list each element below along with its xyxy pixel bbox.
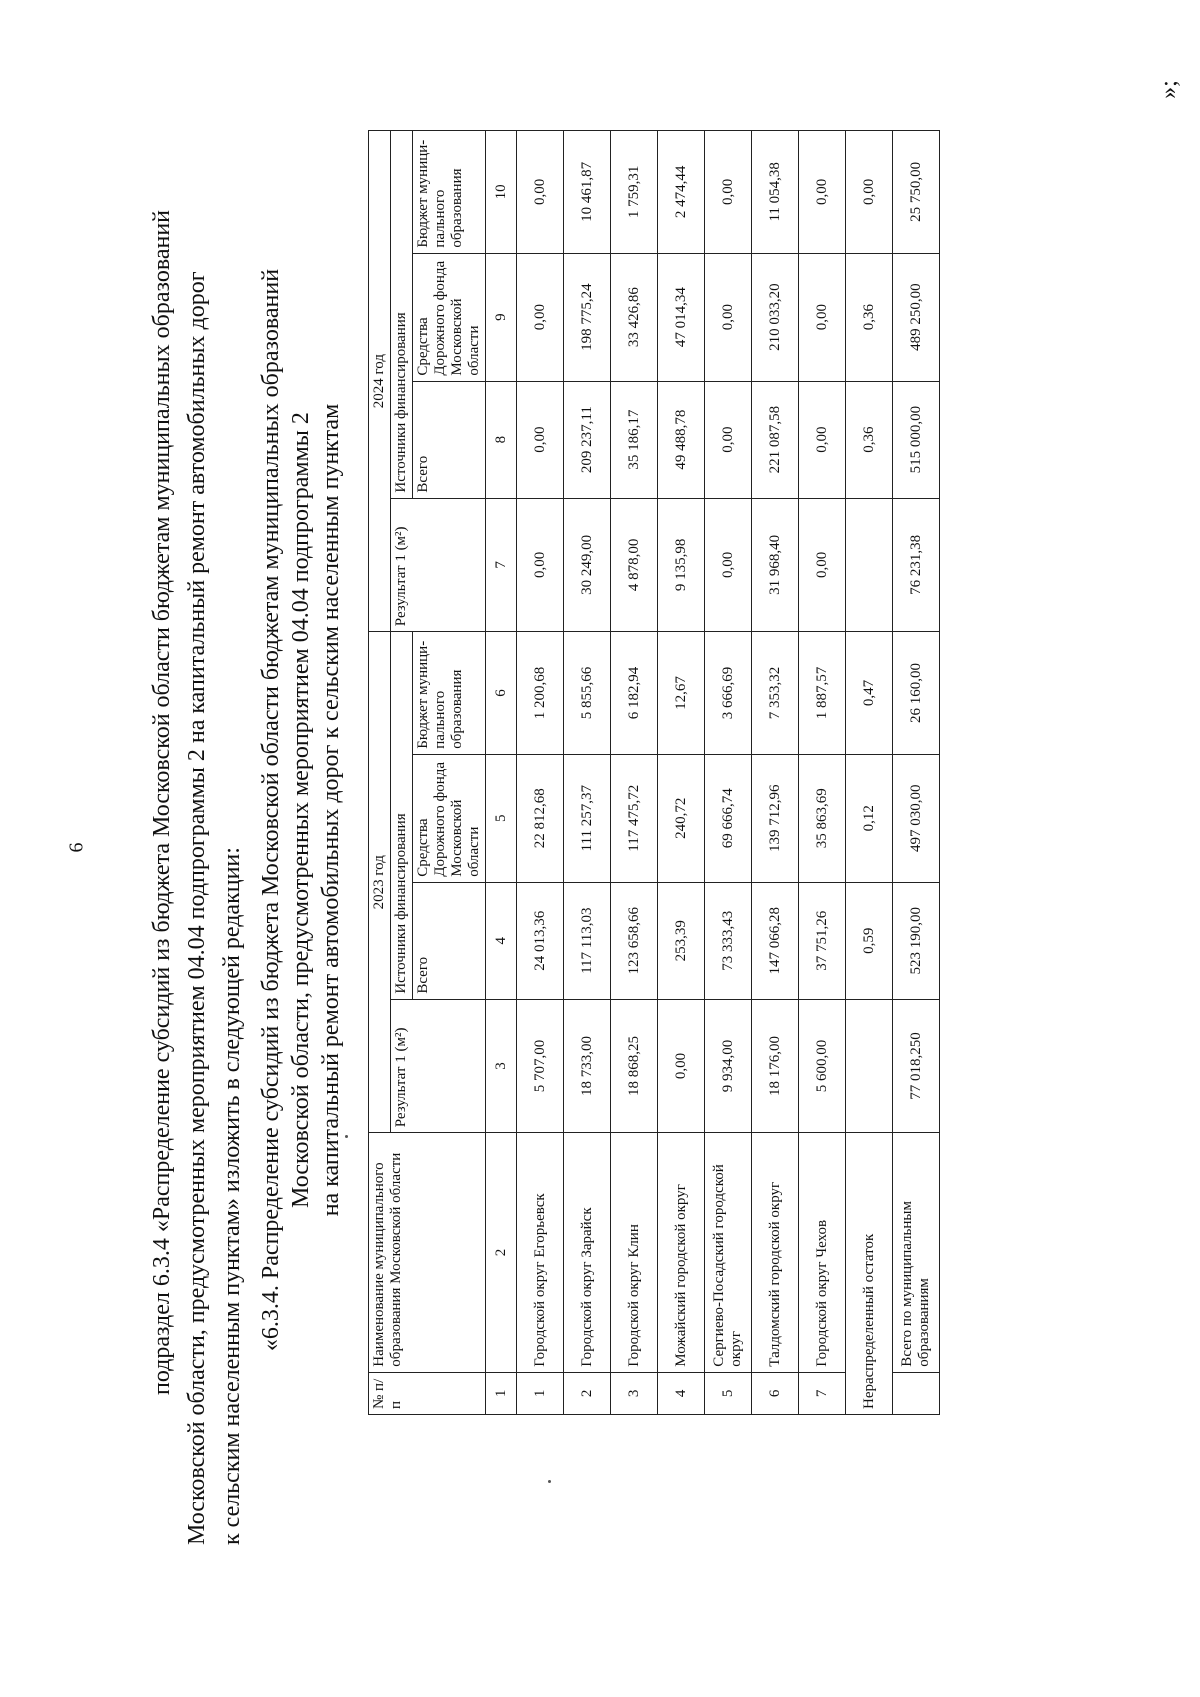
unallocated-row: [846, 131, 893, 1415]
row-name: Городской округ Чехов: [799, 1133, 846, 1372]
intro-paragraph: [145, 65, 250, 1555]
cell-municipal-2023: 12,67: [658, 632, 705, 755]
column-number: 8: [486, 381, 517, 498]
header-municipal-2023: Бюджет муници-пального образования: [413, 632, 486, 755]
title-line-1: «6.3.4. Распределение субсидий из бюджета Московской области бюджетам муниципальных образований: [258, 268, 284, 1352]
table-row: [517, 131, 564, 1415]
table-row: [752, 131, 799, 1415]
section-title: [256, 65, 346, 1555]
cell-municipal-2024: 10 461,87: [564, 131, 611, 254]
column-number: 1: [486, 1372, 517, 1414]
intro-line-3: к сельским населенным пунктам» изложить в следующей редакции:: [219, 847, 245, 1545]
header-road-fund-2024: Средства Дорожного фонда Московской области: [413, 253, 486, 381]
row-name: Можайский городской округ: [658, 1133, 705, 1372]
header-sources-2023: Источники финансирования: [391, 632, 413, 999]
row-no: 2: [564, 1372, 611, 1414]
header-result-2023: Результат 1 (м²): [391, 999, 486, 1133]
cell-total-2024: 221 087,58: [752, 381, 799, 498]
cell-result-2024: 0,00: [517, 498, 564, 632]
row-no: 6: [752, 1372, 799, 1414]
cell-result-2024: 0,00: [799, 498, 846, 632]
cell-total-2023: 147 066,28: [752, 882, 799, 999]
column-number: 7: [486, 498, 517, 632]
cell-road-fund-2024: 489 250,00: [893, 253, 940, 381]
header-municipal-2024: Бюджет муници-пального образования: [413, 131, 486, 254]
intro-line-2: Московской области, предусмотренных мероприятием 04.04 подпрограммы 2 на капитальный ремонт автомобильных дорог: [184, 271, 210, 1545]
cell-road-fund-2023: 0,12: [846, 754, 893, 882]
column-number: 9: [486, 253, 517, 381]
title-line-2: Московской области, предусмотренных мероприятием 04.04 подпрограммы 2: [288, 412, 314, 1208]
cell-total-2023: 117 113,03: [564, 882, 611, 999]
cell-road-fund-2024: 33 426,86: [611, 253, 658, 381]
cell-road-fund-2024: 0,00: [799, 253, 846, 381]
cell-road-fund-2024: 0,36: [846, 253, 893, 381]
unallocated-label: Нераспределенный остаток: [846, 1133, 893, 1415]
total-empty-cell: [893, 1372, 940, 1414]
cell-result-2023: 5 600,00: [799, 999, 846, 1133]
table-row: [658, 131, 705, 1415]
cell-total-2023: 123 658,66: [611, 882, 658, 999]
cell-result-2023: 0,00: [658, 999, 705, 1133]
cell-result-2024: 0,00: [705, 498, 752, 632]
header-no: № п/п: [369, 1372, 486, 1414]
column-number-row: [486, 131, 517, 1415]
cell-municipal-2024: 0,00: [705, 131, 752, 254]
cell-result-2024: [846, 498, 893, 632]
header-result-2024: Результат 1 (м²): [391, 498, 486, 632]
cell-total-2024: 0,00: [705, 381, 752, 498]
cell-municipal-2023: 5 855,66: [564, 632, 611, 755]
column-number: 4: [486, 882, 517, 999]
cell-result-2024: 9 135,98: [658, 498, 705, 632]
cell-result-2024: 31 968,40: [752, 498, 799, 632]
cell-result-2023: 9 934,00: [705, 999, 752, 1133]
header-road-fund-2023: Средства Дорожного фонда Московской области: [413, 754, 486, 882]
row-no: 5: [705, 1372, 752, 1414]
header-year-2024: 2024 год: [369, 131, 391, 632]
subsidy-table-wrap: [368, 130, 940, 1415]
row-no: 1: [517, 1372, 564, 1414]
row-no: 3: [611, 1372, 658, 1414]
cell-municipal-2024: 0,00: [517, 131, 564, 254]
cell-municipal-2024: 0,00: [799, 131, 846, 254]
column-number: 2: [486, 1133, 517, 1372]
cell-result-2023: 18 868,25: [611, 999, 658, 1133]
total-label: Всего по муниципальным образованиям: [893, 1133, 940, 1372]
cell-total-2024: 0,00: [517, 381, 564, 498]
cell-result-2023: 18 176,00: [752, 999, 799, 1133]
table-row: [799, 131, 846, 1415]
cell-municipal-2023: 1 887,57: [799, 632, 846, 755]
cell-total-2024: 49 488,78: [658, 381, 705, 498]
rotated-content: [145, 65, 1200, 1555]
cell-result-2024: 76 231,38: [893, 498, 940, 632]
table-row: [564, 131, 611, 1415]
cell-municipal-2023: 3 666,69: [705, 632, 752, 755]
cell-total-2023: 37 751,26: [799, 882, 846, 999]
header-year-2023: 2023 год: [369, 632, 391, 1133]
cell-road-fund-2023: 240,72: [658, 754, 705, 882]
cell-total-2024: 209 237,11: [564, 381, 611, 498]
row-name: Городской округ Зарайск: [564, 1133, 611, 1372]
table-row: [611, 131, 658, 1415]
row-name: Городской округ Егорьевск: [517, 1133, 564, 1372]
cell-road-fund-2024: 210 033,20: [752, 253, 799, 381]
cell-total-2024: 35 186,17: [611, 381, 658, 498]
cell-total-2023: 73 333,43: [705, 882, 752, 999]
row-name: Сергиево-Посадский городской округ: [705, 1133, 752, 1372]
total-row: [893, 131, 940, 1415]
page-number: 6: [65, 842, 88, 853]
cell-road-fund-2023: 35 863,69: [799, 754, 846, 882]
row-name: Талдомский городской округ: [752, 1133, 799, 1372]
column-number: 5: [486, 754, 517, 882]
cell-municipal-2023: 6 182,94: [611, 632, 658, 755]
cell-road-fund-2023: 69 666,74: [705, 754, 752, 882]
cell-road-fund-2024: 0,00: [705, 253, 752, 381]
header-sources-2024: Источники финансирования: [391, 131, 413, 499]
row-no: 7: [799, 1372, 846, 1414]
cell-municipal-2024: 0,00: [846, 131, 893, 254]
cell-total-2024: 0,00: [799, 381, 846, 498]
cell-total-2024: 0,36: [846, 381, 893, 498]
cell-municipal-2023: 7 353,32: [752, 632, 799, 755]
header-total-2024: Всего: [413, 381, 486, 498]
row-name: Городской округ Клин: [611, 1133, 658, 1372]
cell-road-fund-2023: 117 475,72: [611, 754, 658, 882]
title-line-3: на капитальный ремонт автомобильных дорог к сельским населенным пунктам: [318, 403, 344, 1217]
cell-result-2023: 77 018,250: [893, 999, 940, 1133]
cell-total-2023: 0,59: [846, 882, 893, 999]
cell-municipal-2023: 0,47: [846, 632, 893, 755]
cell-road-fund-2024: 47 014,34: [658, 253, 705, 381]
cell-road-fund-2024: 198 775,24: [564, 253, 611, 381]
cell-municipal-2023: 1 200,68: [517, 632, 564, 755]
cell-result-2023: 18 733,00: [564, 999, 611, 1133]
cell-result-2023: [846, 999, 893, 1133]
cell-result-2024: 4 878,00: [611, 498, 658, 632]
header-total-2023: Всего: [413, 882, 486, 999]
cell-municipal-2024: 2 474,44: [658, 131, 705, 254]
header-name: Наименование муниципального образования Московской области: [369, 1133, 486, 1372]
column-number: 6: [486, 632, 517, 755]
subsidy-table: [368, 130, 940, 1415]
cell-municipal-2023: 26 160,00: [893, 632, 940, 755]
cell-result-2024: 30 249,00: [564, 498, 611, 632]
table-row: [705, 131, 752, 1415]
intro-line-1: подраздел 6.3.4 «Распределение субсидий из бюджета Московской области бюджетам муниципальных образований: [149, 209, 175, 1395]
cell-road-fund-2023: 111 257,37: [564, 754, 611, 882]
column-number: 10: [486, 131, 517, 254]
cell-road-fund-2023: 497 030,00: [893, 754, 940, 882]
cell-road-fund-2023: 139 712,96: [752, 754, 799, 882]
cell-total-2023: 253,39: [658, 882, 705, 999]
row-no: 4: [658, 1372, 705, 1414]
cell-municipal-2024: 11 054,38: [752, 131, 799, 254]
cell-total-2024: 515 000,00: [893, 381, 940, 498]
cell-total-2023: 24 013,36: [517, 882, 564, 999]
closing-quote: »;: [1155, 80, 1182, 99]
cell-road-fund-2023: 22 812,68: [517, 754, 564, 882]
cell-total-2023: 523 190,00: [893, 882, 940, 999]
cell-road-fund-2024: 0,00: [517, 253, 564, 381]
cell-municipal-2024: 25 750,00: [893, 131, 940, 254]
column-number: 3: [486, 999, 517, 1133]
cell-municipal-2024: 1 759,31: [611, 131, 658, 254]
cell-result-2023: 5 707,00: [517, 999, 564, 1133]
